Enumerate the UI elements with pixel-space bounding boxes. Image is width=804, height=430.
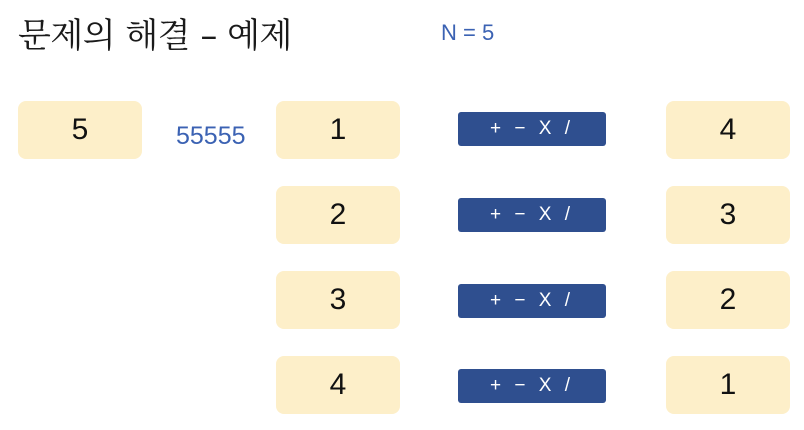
right-count-box: 3: [666, 186, 790, 244]
operators-bar: + − X /: [458, 369, 606, 403]
operators-bar: + − X /: [458, 284, 606, 318]
start-value-box: 5: [18, 101, 142, 159]
operators-bar: + − X /: [458, 198, 606, 232]
right-count-box: 2: [666, 271, 790, 329]
page-title: 문제의 해결 – 예제: [18, 16, 292, 56]
left-count-box: 4: [276, 356, 400, 414]
repeated-digits-label: 55555: [176, 122, 246, 150]
operators-bar: + − X /: [458, 112, 606, 146]
left-count-box: 3: [276, 271, 400, 329]
n-label: N = 5: [441, 20, 495, 45]
right-count-box: 1: [666, 356, 790, 414]
right-count-box: 4: [666, 101, 790, 159]
left-count-box: 1: [276, 101, 400, 159]
left-count-box: 2: [276, 186, 400, 244]
